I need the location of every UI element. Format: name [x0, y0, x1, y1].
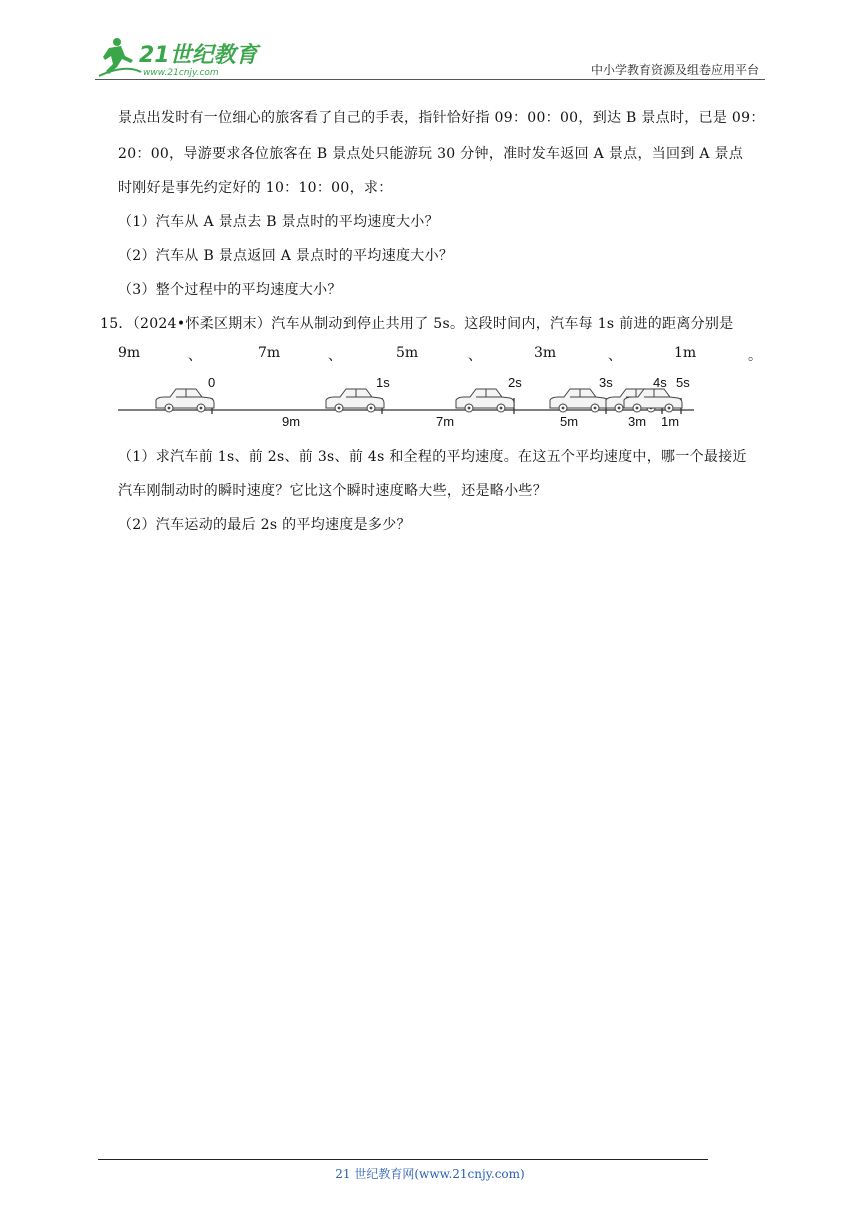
distance-value: 3m: [534, 345, 557, 361]
time-label-2s: 2s: [508, 375, 522, 390]
p14-question-3: （3）整个过程中的平均速度大小？: [118, 282, 342, 298]
car-icon: [456, 389, 514, 412]
p14-question-1: （1）汽车从 A 景点去 B 景点时的平均速度大小？: [118, 214, 439, 230]
car-icon: [550, 389, 608, 412]
p15-text-line1: 15．（2024•怀柔区期末）汽车从制动到停止共用了 5s。这段时间内，汽车每 1s 前进的距离分别是: [100, 316, 734, 332]
separator: 。: [748, 348, 762, 364]
header-divider: [95, 79, 765, 80]
p15-question-1-line1: （1）求汽车前 1s、前 2s、前 3s、前 4s 和全程的平均速度。在这五个平均速度中，哪一个最接近: [118, 449, 747, 465]
p14-text-line1: 景点出发时有一位细心的旅客看了自己的手表，指针恰好指 09：00：00，到达 B 景点时，已是 09：: [118, 110, 765, 126]
separator: 、: [608, 348, 622, 364]
segment-label-3m: 3m: [628, 414, 647, 429]
separator: 、: [468, 348, 482, 364]
p15-distance-row: [118, 345, 768, 365]
p14-question-2: （2）汽车从 B 景点返回 A 景点时的平均速度大小？: [118, 248, 454, 264]
time-label-4s: 4s: [653, 375, 667, 390]
segment-label-5m: 5m: [560, 414, 579, 429]
page-header: [95, 30, 765, 82]
distance-value: 1m: [674, 345, 697, 361]
car-icon: [326, 389, 384, 412]
time-label-3s: 3s: [599, 375, 613, 390]
p14-text-line2: 20：00，导游要求各位旅客在 B 景点处只能游玩 30 分钟，准时发车返回 A 景点，当回到 A 景点: [118, 146, 744, 162]
logo-url-text: www.21cnjy.com: [143, 68, 219, 78]
footer-link[interactable]: 21 世纪教育网(www.21cnjy.com): [335, 1167, 525, 1181]
car-icon: [156, 389, 214, 412]
p15-question-2: （2）汽车运动的最后 2s 的平均速度是多少？: [118, 517, 411, 533]
segment-label-9m: 9m: [282, 414, 301, 429]
braking-car-figure: [118, 370, 698, 432]
p14-text-line3: 时刚好是事先约定好的 10：10：00，求：: [118, 180, 393, 196]
p15-question-1-line2: 汽车刚制动时的瞬时速度？它比这个瞬时速度略大些，还是略小些？: [118, 483, 547, 499]
footer-divider: [98, 1159, 708, 1160]
distance-value: 7m: [258, 345, 281, 361]
distance-value: 9m: [118, 345, 141, 361]
site-logo: [95, 34, 265, 78]
platform-title: 中小学教育资源及组卷应用平台: [590, 63, 759, 77]
svg-text:21世纪教育: 21世纪教育: [139, 43, 258, 68]
time-label-5s: 5s: [676, 375, 690, 390]
distance-value: 5m: [396, 345, 419, 361]
segment-label-7m: 7m: [436, 414, 455, 429]
segment-label-1m: 1m: [661, 414, 680, 429]
separator: 、: [328, 348, 342, 364]
time-label-1s: 1s: [376, 375, 390, 390]
separator: 、: [188, 348, 202, 364]
time-label-0: 0: [208, 375, 216, 390]
